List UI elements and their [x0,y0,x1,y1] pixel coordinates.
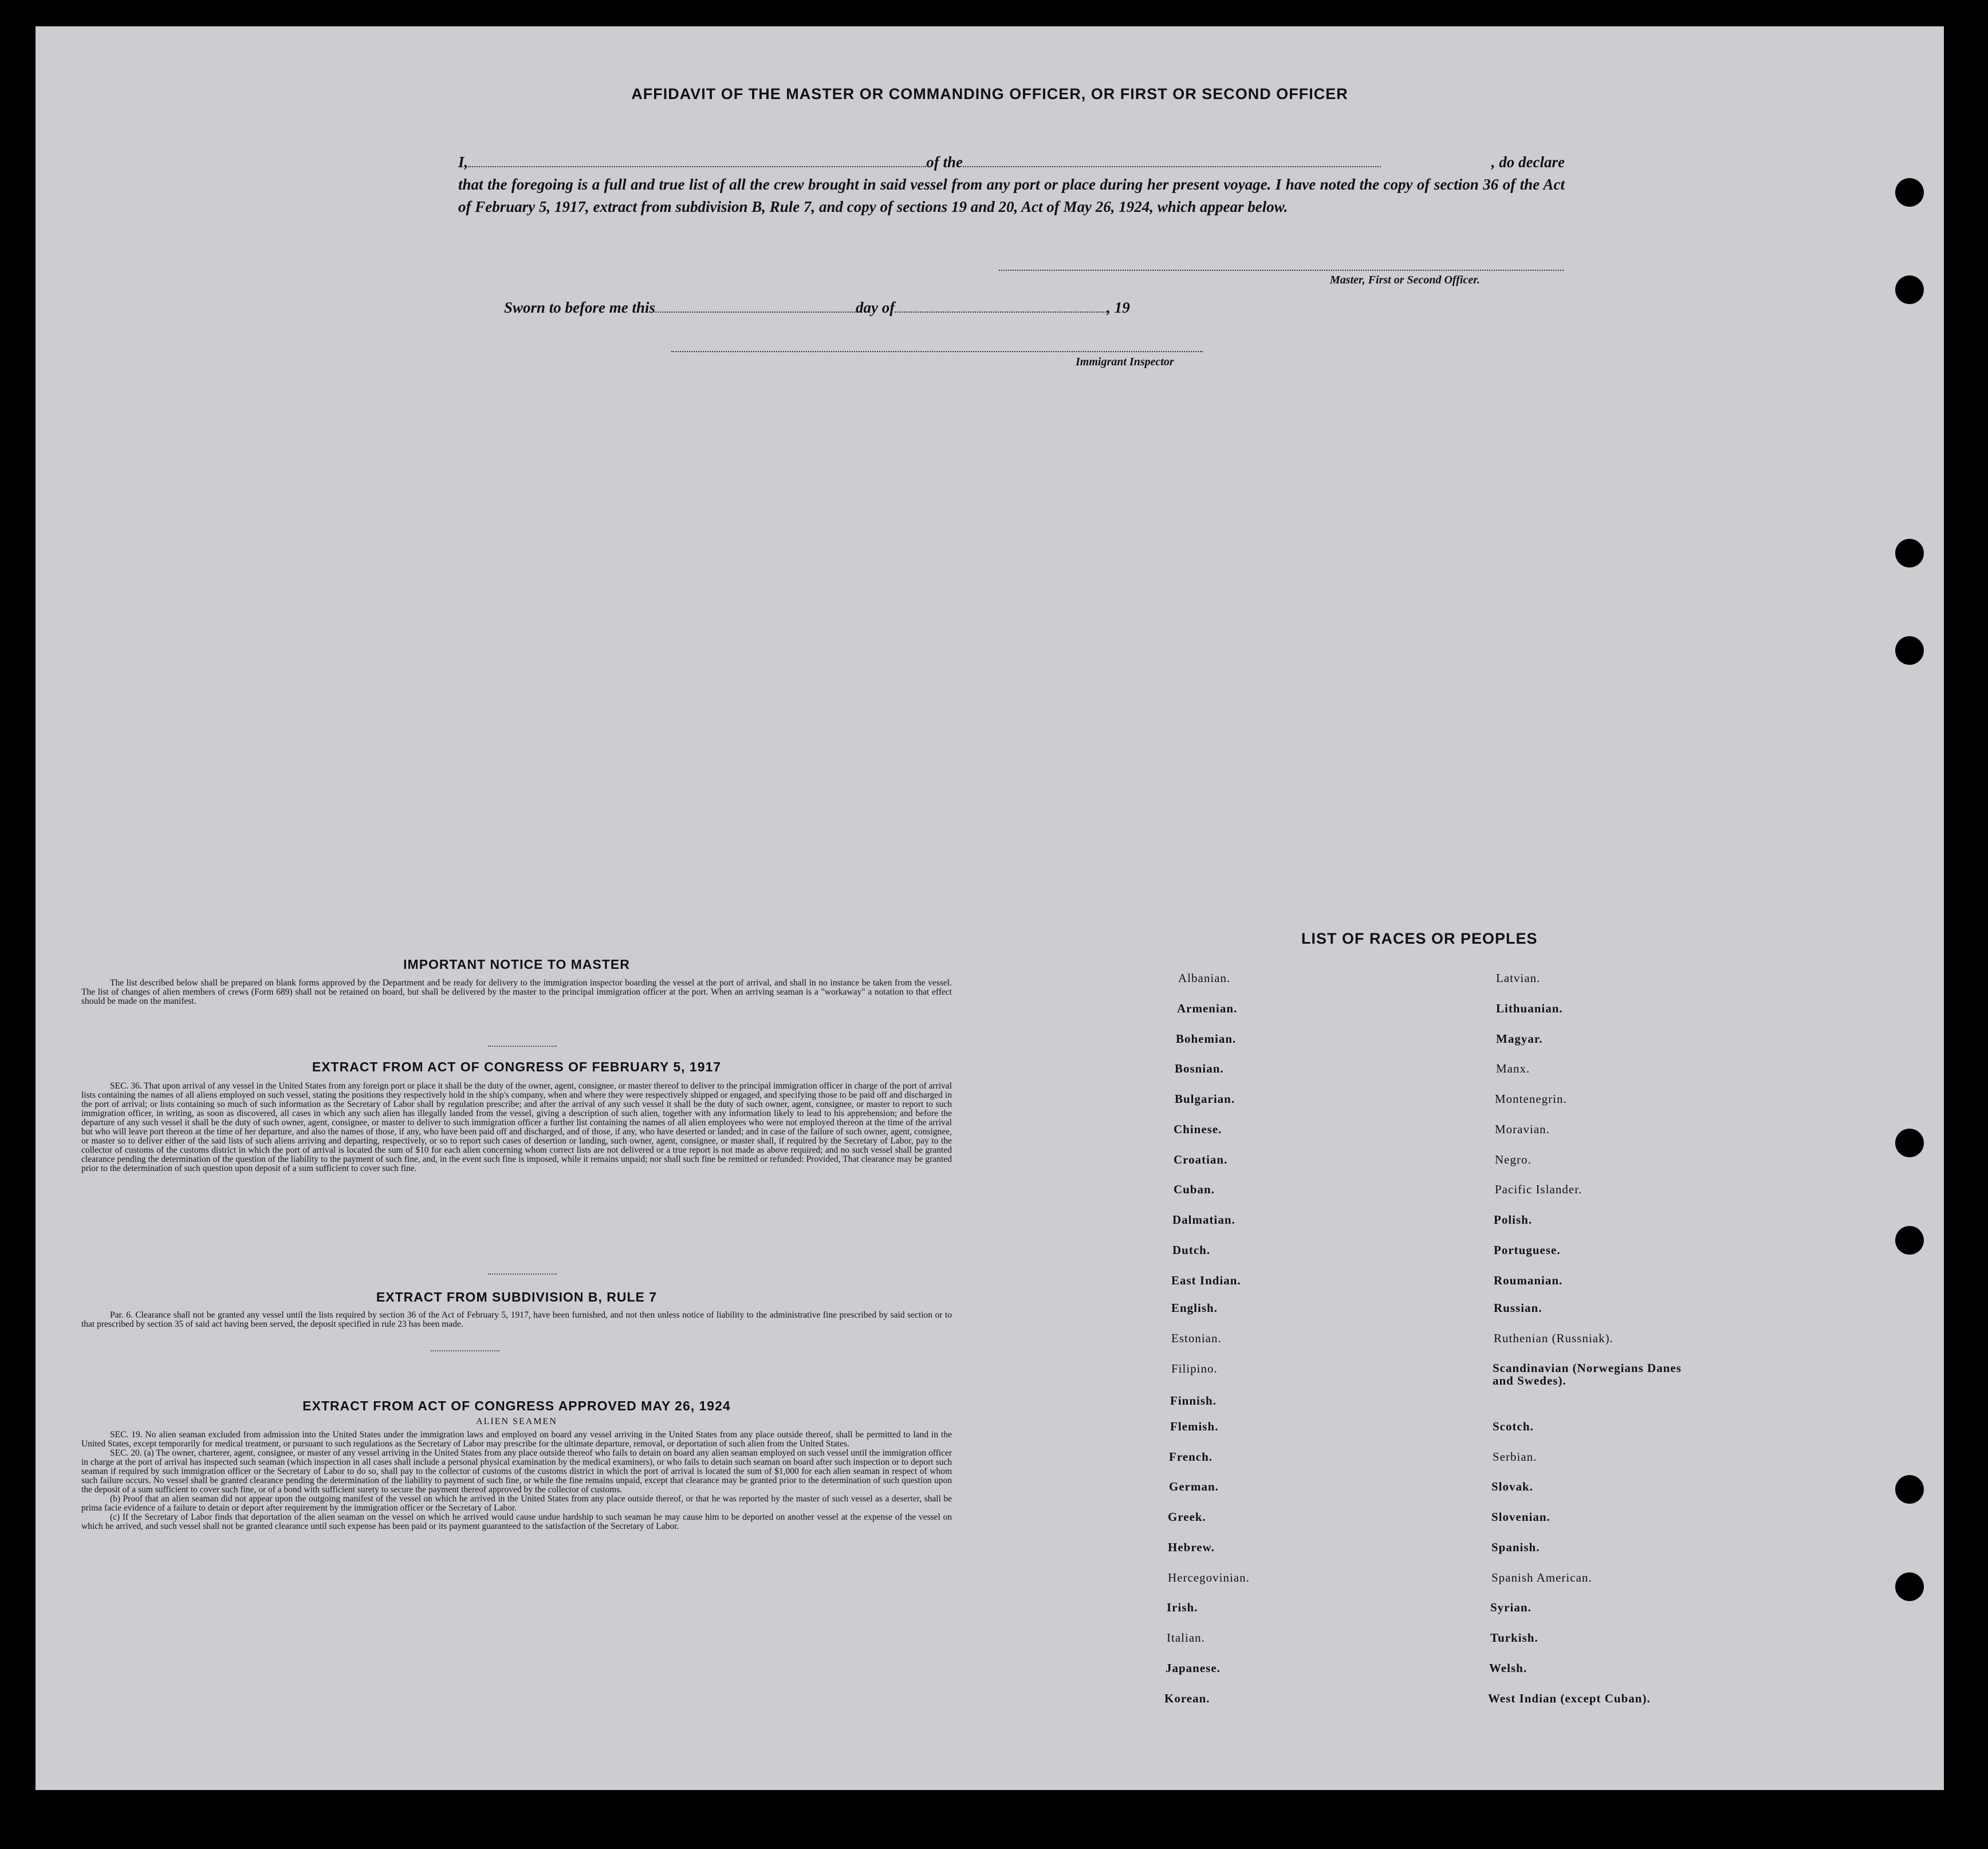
race-left-item: Chinese. [1174,1122,1222,1136]
race-left-item: Japanese. [1166,1661,1221,1675]
punch-hole [1895,1129,1924,1157]
notice-text: The list described below shall be prepared on blank forms approved by the Department and be ready for delivery to the immigration inspector boarding the vessel at the port of arrival, and shall in no instance be taken from the vessel. The list of changes of alien members of crews (Form 689) shall not be retained on board, but shall be delivered by the master to the principal immigration officer at the port. When an arriving seaman is a "workaway" a notation to that effect should be made on the manifest. [81,978,952,1006]
race-right-item: Montenegrin. [1495,1092,1567,1106]
punch-hole [1895,275,1924,304]
race-right-item: Scotch. [1493,1420,1534,1433]
race-right-item: Negro. [1495,1153,1532,1166]
race-left-item: Finnish. [1170,1394,1217,1408]
race-left-item: Greek. [1168,1510,1206,1524]
race-right-item: Welsh. [1489,1661,1528,1675]
race-left-item: Italian. [1167,1631,1205,1645]
inspector-signature-label: Immigrant Inspector [1076,356,1174,368]
race-right-item: Moravian. [1495,1122,1550,1136]
race-right-item: Slovenian. [1491,1510,1550,1524]
inspector-signature-line[interactable] [671,351,1203,352]
sworn-line [504,299,1130,317]
race-left-item: Filipino. [1171,1362,1218,1375]
sec20b-text: (b) Proof that an alien seaman did not appear upon the outgoing manifest of the vessel on which he arrived in the United States from any place outside thereof, or that he was reported by the master of such vessel as a deserter, shall be prima facie evidence of a failure to detain or deport after requirement by the immigration officer or the Secretary of Labor. [81,1494,952,1513]
affidavit-title: AFFIDAVIT OF THE MASTER OR COMMANDING OFFICER, OR FIRST OR SECOND OFFICER [631,85,1348,102]
extract-1917-title: EXTRACT FROM ACT OF CONGRESS OF FEBRUARY 5, 1917 [312,1059,722,1074]
race-left-item: Bosnian. [1175,1062,1224,1075]
race-left-item: English. [1171,1301,1218,1315]
rule7-text: Par. 6. Clearance shall not be granted any vessel until the lists required by section 36 of the Act of February 5, 1917, have been furnished, and not then unless notice of liability to the administrative fine prescribed by said section or to that prescribed by section 35 of said act having been served, the deposit specified in rule 23 has been made. [81,1310,952,1329]
punch-hole [1895,1226,1924,1255]
race-right-item: Syrian. [1490,1600,1532,1614]
race-right-item: Magyar. [1496,1032,1543,1046]
race-right-item: Polish. [1494,1213,1533,1227]
race-left-item: Estonian. [1171,1331,1222,1345]
race-right-item: Roumanian. [1494,1274,1563,1287]
year-label: , 19 [1107,299,1130,316]
race-left-item: German. [1169,1480,1219,1493]
notice-title: IMPORTANT NOTICE TO MASTER [403,957,630,972]
sworn-month-blank[interactable] [895,299,1107,313]
race-left-item: Bohemian. [1176,1032,1237,1046]
punch-hole [1895,1475,1924,1504]
master-signature-label: Master, First or Second Officer. [1330,274,1480,286]
race-right-item: Turkish. [1490,1631,1538,1645]
sworn-label: Sworn to before me this [504,299,656,316]
divider [431,1350,499,1351]
race-right-item: Russian. [1494,1301,1542,1315]
punch-hole [1895,178,1924,207]
sec20a-text: SEC. 20. (a) The owner, charterer, agent, consignee, or master of any vessel arriving in the United States from any place outside thereof who fails to detain on board any alien seaman employed on such vessel until the immigration officer in charge at the port of arrival has inspected such seaman (which inspection in all cases shall include a personal physical examination by the medical examiners), or who fails to detain such seaman on board after such inspection or to deport such seaman if required by such immigration officer or the Secretary of Labor to do so, shall pay to the collector of customs of the customs district in which the port of arrival is located the sum of $1,000 for each alien seaman in respect of whom such failure occurs. No vessel shall be granted clearance pending the determination of the liability to payment of such fine, or while the fine remains unpaid, except that clearance may be granted prior to the determination of such question upon the deposit of a sum sufficient to cover such fine, or of a bond with sufficient surety to secure the payment thereof approved by the collector of customs. [81,1448,952,1495]
sec19-text: SEC. 19. No alien seaman excluded from admission into the United States under the immigration laws and employed on board any vessel arriving in the United States from any place outside thereof, shall be permitted to land in the United States, except temporarily for medical treatment, or pursuant to such regulations as the Secretary of Labor may prescribe for the ultimate departure, removal, or deportation of such alien from the United States. [81,1430,952,1449]
affidavit-i-label: I, [458,153,469,171]
extract-1917-text: SEC. 36. That upon arrival of any vessel in the United States from any foreign port or place it shall be the duty of the owner, agent, consignee, or master thereof to deliver to the principal immigration officer in charge of the port of arrival lists containing the names of all aliens employed on such vessel, stating the positions they respectively hold in the ship's company, when and where they were respectively shipped or engaged, and specifying those to be paid off and discharged in the port of arrival; or lists containing so much of such information as the Secretary of Labor shall by regulation prescribe; and after the arrival of any such vessel it shall be the duty of such owner, agent, consignee, or master to report to such immigration officer, in writing, as soon as discovered, all cases in which any such alien has illegally landed from the vessel, giving a description of such alien, together with any information likely to lead to his apprehension; and before the departure of any such vessel it shall be the duty of such owner, agent, consignee, or master to deliver to such immigration officer a further list containing the names of all alien employees who were not employed thereon at the time of the arrival but who will leave port thereon at the time of her departure, and also the names of those, if any, who have been paid off and discharged, and of those, if any, who have deserted or landed; and in case of the failure of such owner, agent, consignee, or master so to deliver either of the said lists of such aliens arriving and departing, respectively, or so to report such cases of desertion or landing, such owner, agent, consignee, or master shall, if required by the Secretary of Labor, pay to the collector of customs of the customs district in which the port of arrival is located the sum of $10 for each alien concerning whom correct lists are not delivered or a true report is not made as above required; and no such vessel shall be granted clearance pending the determination of the question of the liability to the payment of such fine, and, in the event such fine is imposed, while it remains unpaid; nor shall such fine be remitted or refunded: Provided, That clearance may be granted prior to the determination of such question upon deposit of a sum sufficient to cover such fine. [81,1081,952,1173]
race-left-item: French. [1169,1450,1213,1464]
race-left-item: Dutch. [1172,1243,1211,1257]
race-left-item: Bulgarian. [1175,1092,1235,1106]
race-right-item: Latvian. [1496,971,1541,985]
divider [488,1046,557,1047]
race-right-item: Spanish American. [1491,1571,1592,1584]
affidavit-statement [458,151,1565,218]
master-signature-line[interactable] [999,270,1564,271]
race-right-item: Scandinavian (Norwegians Danes and Swedes). [1493,1361,1682,1387]
race-right-item: West Indian (except Cuban). [1488,1692,1651,1705]
race-right-item: Pacific Islander. [1495,1182,1582,1196]
race-right-item: Spanish. [1491,1540,1540,1554]
name-blank[interactable] [468,153,926,167]
extract-1924-subtitle: ALIEN SEAMEN [476,1417,557,1426]
punch-hole [1895,636,1924,665]
affidavit-declaration: that the foregoing is a full and true list of all the crew brought in said vessel from any port or place during her present voyage. I have noted the copy of section 36 of the Act of February 5, 1917, extract from subdivision B, Rule 7, and copy of sections 19 and 20, Act of May 26, 1924, which appear below. [458,176,1565,215]
race-left-item: East Indian. [1171,1274,1241,1287]
sworn-day-blank[interactable] [655,299,856,313]
form-page [36,26,1944,1790]
race-left-item: Hebrew. [1168,1540,1215,1554]
day-of-label: day of [856,299,895,316]
race-right-item: Slovak. [1491,1480,1533,1493]
extract-1924-body [81,1430,952,1531]
divider [488,1274,557,1275]
race-left-item: Hercegovinian. [1168,1571,1250,1584]
vessel-blank[interactable] [963,153,1381,167]
race-right-item: Portuguese. [1494,1243,1561,1257]
sec20c-text: (c) If the Secretary of Labor finds that deportation of the alien seaman on the vessel on which he arrived would cause undue hardship to such seaman he may cause him to be deported on another vessel at the expense of the vessel on which he arrived, and such vessel shall not be granted clearance until such expense has been paid or its payment guaranteed to the satisfaction of the Secretary of Labor. [81,1512,952,1531]
race-left-item: Irish. [1167,1600,1198,1614]
punch-hole [1895,1572,1924,1601]
race-right-item: Manx. [1496,1062,1530,1075]
affidavit-declare-label: , do declare [1491,153,1565,171]
race-left-item: Korean. [1164,1692,1210,1705]
affidavit-line1 [458,151,1565,174]
races-title: LIST OF RACES OR PEOPLES [1301,930,1538,947]
affidavit-of-label: of the [926,153,963,171]
race-left-item: Armenian. [1177,1002,1238,1015]
race-left-item: Cuban. [1174,1182,1215,1196]
punch-hole [1895,539,1924,567]
race-left-item: Dalmatian. [1172,1213,1235,1227]
extract-1924-title: EXTRACT FROM ACT OF CONGRESS APPROVED MAY 26, 1924 [302,1398,731,1413]
race-right-item: Lithuanian. [1496,1002,1563,1015]
race-left-item: Flemish. [1170,1420,1219,1433]
race-right-item: Ruthenian (Russniak). [1494,1331,1613,1345]
race-right-item: Serbian. [1493,1450,1537,1464]
race-left-item: Albanian. [1178,971,1231,985]
race-left-item: Croatian. [1174,1153,1228,1166]
rule7-title: EXTRACT FROM SUBDIVISION B, RULE 7 [376,1290,658,1304]
